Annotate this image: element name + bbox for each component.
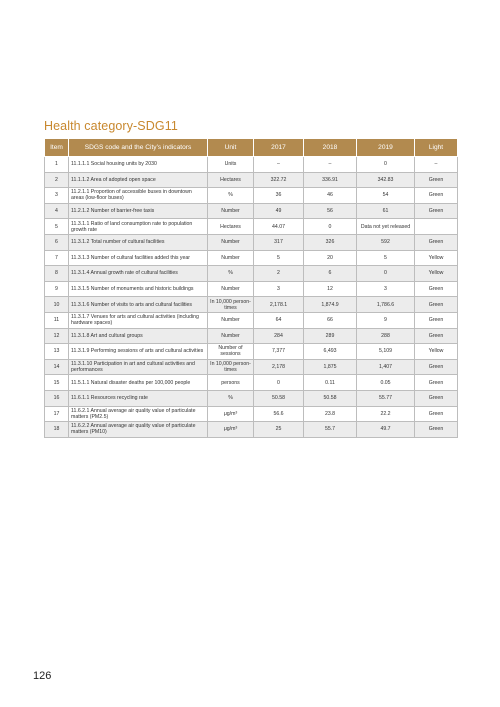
cell-2017: 284 [254, 328, 304, 344]
cell-2018: 6,493 [304, 344, 357, 360]
cell-light: Yellow [415, 266, 458, 282]
cell-item: 11 [45, 312, 69, 328]
cell-2017: 5 [254, 250, 304, 266]
header-light: Light [415, 139, 458, 157]
cell-unit: Hectares [208, 172, 254, 188]
cell-light: Green [415, 172, 458, 188]
cell-unit: persons [208, 375, 254, 391]
cell-item: 10 [45, 297, 69, 313]
cell-2019: 5,109 [357, 344, 415, 360]
cell-2018: 46 [304, 188, 357, 204]
cell-2018: 66 [304, 312, 357, 328]
table-row [45, 250, 458, 266]
cell-indicator: 11.3.1.10 Participation in art and cultural activities and performances [69, 359, 208, 375]
cell-2018: 20 [304, 250, 357, 266]
cell-light: Green [415, 297, 458, 313]
table-row [45, 219, 458, 235]
cell-indicator: 11.1.1.2 Area of adopted open space [69, 172, 208, 188]
cell-light: Yellow [415, 344, 458, 360]
cell-2017: 2,178.1 [254, 297, 304, 313]
cell-indicator: 11.3.1.9 Performing sessions of arts and cultural activities [69, 344, 208, 360]
cell-indicator: 11.2.1.1 Proportion of accessible buses in downtown areas (low-floor buses) [69, 188, 208, 204]
cell-item: 18 [45, 422, 69, 438]
cell-unit: μg/m³ [208, 422, 254, 438]
table-row [45, 406, 458, 422]
cell-unit: % [208, 188, 254, 204]
cell-2019: 3 [357, 281, 415, 297]
cell-light: Green [415, 203, 458, 219]
cell-2017: 44.07 [254, 219, 304, 235]
header-indicator: SDGS code and the City’s indicators [69, 139, 208, 157]
cell-indicator: 11.6.2.1 Annual average air quality value of particulate matters (PM2.5) [69, 406, 208, 422]
cell-unit: Number [208, 234, 254, 250]
cell-2019: 0.05 [357, 375, 415, 391]
cell-unit: Units [208, 157, 254, 173]
cell-item: 15 [45, 375, 69, 391]
cell-2017: 322.72 [254, 172, 304, 188]
cell-2017: 7,377 [254, 344, 304, 360]
header-2019: 2019 [357, 139, 415, 157]
cell-2019: 5 [357, 250, 415, 266]
cell-2019: 1,407 [357, 359, 415, 375]
cell-light: Green [415, 422, 458, 438]
cell-2019: 288 [357, 328, 415, 344]
cell-2019: 9 [357, 312, 415, 328]
cell-indicator: 11.5.1.1 Natural disaster deaths per 100,000 people [69, 375, 208, 391]
cell-2018: 1,875 [304, 359, 357, 375]
cell-2017: 50.58 [254, 390, 304, 406]
cell-2019: Data not yet released [357, 219, 415, 235]
cell-light: Green [415, 390, 458, 406]
cell-2019: 49.7 [357, 422, 415, 438]
cell-2017: 56.6 [254, 406, 304, 422]
table-row [45, 172, 458, 188]
cell-unit: Hectares [208, 219, 254, 235]
cell-item: 16 [45, 390, 69, 406]
table-row [45, 297, 458, 313]
table-row [45, 375, 458, 391]
table-row [45, 359, 458, 375]
cell-2017: 25 [254, 422, 304, 438]
header-item: Item [45, 139, 69, 157]
header-unit: Unit [208, 139, 254, 157]
cell-unit: % [208, 390, 254, 406]
cell-2018: 0.11 [304, 375, 357, 391]
cell-light: Green [415, 312, 458, 328]
cell-unit: Number [208, 312, 254, 328]
table-row [45, 203, 458, 219]
cell-indicator: 11.3.1.2 Total number of cultural facilities [69, 234, 208, 250]
cell-item: 9 [45, 281, 69, 297]
cell-item: 6 [45, 234, 69, 250]
table-row [45, 344, 458, 360]
cell-2019: 54 [357, 188, 415, 204]
table-row [45, 312, 458, 328]
table-row [45, 188, 458, 204]
table-header-row [45, 139, 458, 157]
cell-indicator: 11.3.1.7 Venues for arts and cultural activities (including hardware spaces) [69, 312, 208, 328]
cell-light: Green [415, 406, 458, 422]
table-body [45, 157, 458, 438]
cell-indicator: 11.6.1.1 Resources recycling rate [69, 390, 208, 406]
cell-light: Green [415, 359, 458, 375]
cell-2019: 0 [357, 266, 415, 282]
cell-2018: 289 [304, 328, 357, 344]
cell-2018: 50.58 [304, 390, 357, 406]
cell-unit: Number [208, 203, 254, 219]
header-2018: 2018 [304, 139, 357, 157]
cell-light: Green [415, 234, 458, 250]
section-title: Health category-SDG11 [44, 119, 178, 133]
cell-unit: Number [208, 328, 254, 344]
header-2017: 2017 [254, 139, 304, 157]
table-row [45, 328, 458, 344]
cell-item: 5 [45, 219, 69, 235]
cell-indicator: 11.2.1.2 Number of barrier-free taxis [69, 203, 208, 219]
cell-light: Green [415, 328, 458, 344]
cell-indicator: 11.1.1.1 Social housing units by 2030 [69, 157, 208, 173]
cell-item: 14 [45, 359, 69, 375]
cell-2017: 2,178 [254, 359, 304, 375]
cell-indicator: 11.6.2.2 Annual average air quality value of particulate matters (PM10) [69, 422, 208, 438]
cell-2019: 61 [357, 203, 415, 219]
cell-light: – [415, 157, 458, 173]
cell-item: 13 [45, 344, 69, 360]
cell-2018: 336.91 [304, 172, 357, 188]
cell-2017: 3 [254, 281, 304, 297]
cell-indicator: 11.3.1.4 Annual growth rate of cultural facilities [69, 266, 208, 282]
indicators-table [44, 138, 458, 438]
cell-indicator: 11.3.1.5 Number of monuments and historic buildings [69, 281, 208, 297]
cell-2019: 0 [357, 157, 415, 173]
cell-unit: μg/m³ [208, 406, 254, 422]
cell-unit: % [208, 266, 254, 282]
cell-2019: 342.83 [357, 172, 415, 188]
cell-2019: 55.77 [357, 390, 415, 406]
cell-2019: 592 [357, 234, 415, 250]
cell-item: 7 [45, 250, 69, 266]
cell-2018: 55.7 [304, 422, 357, 438]
cell-2017: 64 [254, 312, 304, 328]
table-row [45, 390, 458, 406]
cell-item: 2 [45, 172, 69, 188]
cell-2018: 326 [304, 234, 357, 250]
cell-unit: In 10,000 person-times [208, 297, 254, 313]
cell-item: 12 [45, 328, 69, 344]
table-row [45, 281, 458, 297]
cell-unit: Number [208, 281, 254, 297]
cell-light: Green [415, 375, 458, 391]
cell-2017: 0 [254, 375, 304, 391]
cell-2018: 6 [304, 266, 357, 282]
cell-unit: Number [208, 250, 254, 266]
cell-2018: 23.8 [304, 406, 357, 422]
cell-2017: – [254, 157, 304, 173]
cell-2018: 12 [304, 281, 357, 297]
cell-item: 17 [45, 406, 69, 422]
cell-indicator: 11.3.1.3 Number of cultural facilities added this year [69, 250, 208, 266]
cell-2017: 2 [254, 266, 304, 282]
cell-indicator: 11.3.1.1 Ratio of land consumption rate to population growth rate [69, 219, 208, 235]
cell-item: 3 [45, 188, 69, 204]
cell-2017: 49 [254, 203, 304, 219]
cell-light [415, 219, 458, 235]
cell-2017: 36 [254, 188, 304, 204]
cell-2017: 317 [254, 234, 304, 250]
cell-unit: Number of sessions [208, 344, 254, 360]
table-row [45, 157, 458, 173]
table-row [45, 422, 458, 438]
table-row [45, 234, 458, 250]
cell-item: 1 [45, 157, 69, 173]
cell-2019: 22.2 [357, 406, 415, 422]
page-number: 126 [33, 670, 52, 682]
cell-light: Green [415, 281, 458, 297]
cell-2018: 0 [304, 219, 357, 235]
cell-2018: 56 [304, 203, 357, 219]
cell-light: Yellow [415, 250, 458, 266]
cell-item: 8 [45, 266, 69, 282]
cell-unit: In 10,000 person-times [208, 359, 254, 375]
cell-indicator: 11.3.1.8 Art and cultural groups [69, 328, 208, 344]
table-row [45, 266, 458, 282]
cell-2019: 1,786.6 [357, 297, 415, 313]
cell-2018: – [304, 157, 357, 173]
cell-light: Green [415, 188, 458, 204]
cell-indicator: 11.3.1.6 Number of visits to arts and cultural facilities [69, 297, 208, 313]
cell-2018: 1,874.9 [304, 297, 357, 313]
cell-item: 4 [45, 203, 69, 219]
